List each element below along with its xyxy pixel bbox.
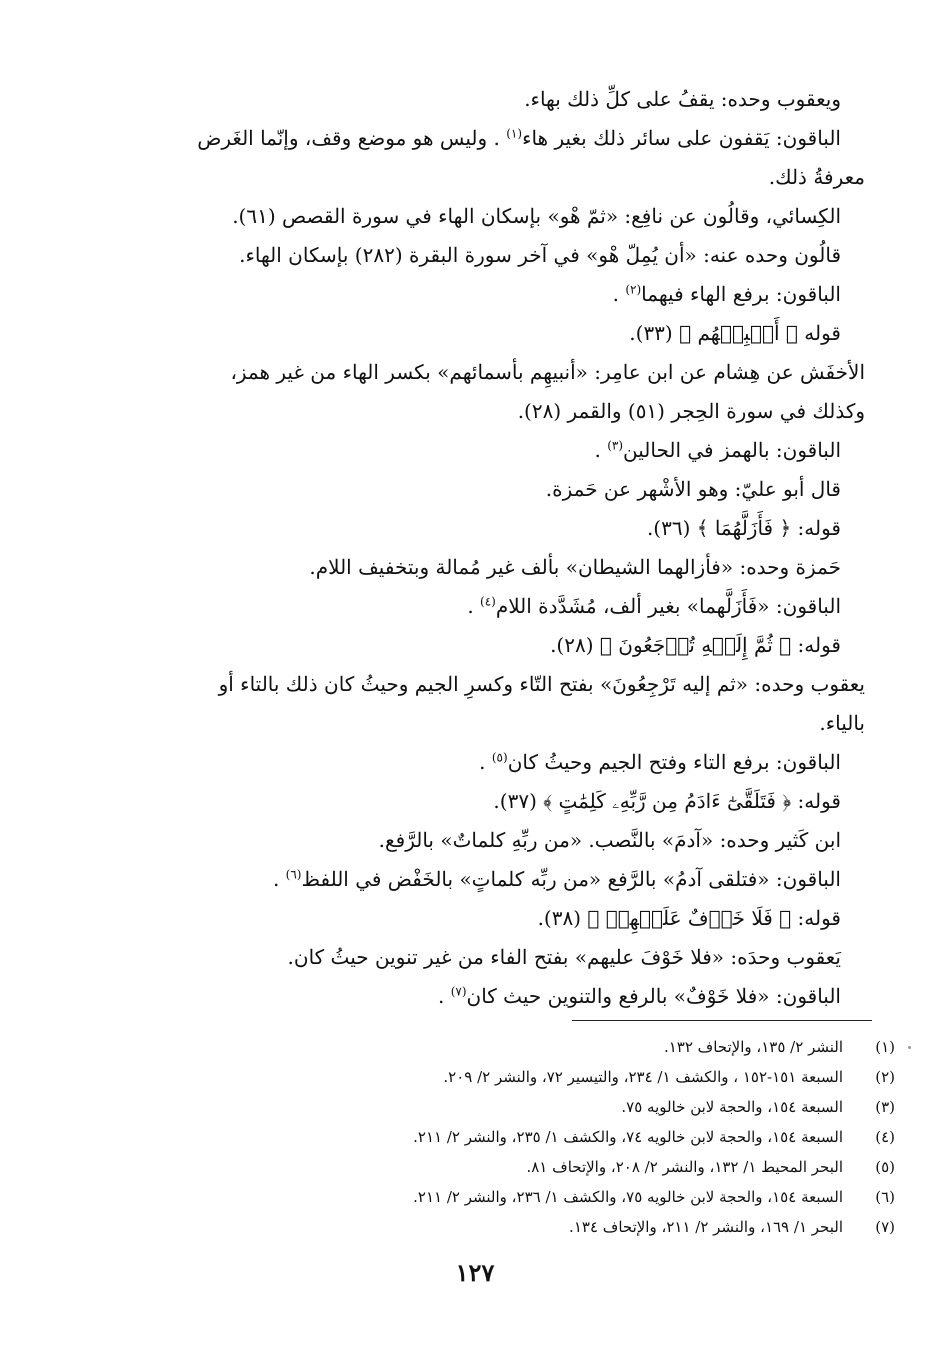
footnote-item [280,1032,895,1062]
text-line [140,80,865,119]
footnote-item [280,1062,895,1092]
text-line: الباقون: بالهمز في الحالين$^{(٣)}$ . [594,438,841,462]
line-text: قوله: ﴿ فَلَا خَوۡفٌ عَلَيۡهِمۡ ﴾ (٣٨). [537,906,841,930]
text-line [140,236,865,275]
line-text: قال أبو عليّ: وهو الأشْهر عن حَمزة. [545,477,841,501]
footnote-item [280,1092,895,1122]
footnote-number: (٢) [875,1068,895,1086]
text-line: الباقون: «فتلقى آدمُ» بالرَّفع «من ربِّه كلماتٍ» بالخَفْض في اللفظ$^{(٦)}$ . [272,867,841,891]
footnote-number: (٦) [875,1188,895,1206]
footnote-text: البحر ١/ ١٦٩، والنشر ٢/ ٢١١، والإتحاف ١٣٤. [569,1218,843,1236]
footnote-ref[interactable]: (٢) [625,282,642,297]
text-line [140,392,865,431]
line-text: الباقون: برفع الهاء فيهما [641,282,841,306]
text-line [140,314,865,353]
footnote-ref[interactable]: (٣) [607,438,624,453]
footnote-text: السبعة ١٥٤، والحجة لابن خالويه ٧٤، والكشف ١/ ٢٣٥، والنشر ٢/ ٢١١. [413,1128,843,1146]
text-line [140,704,865,743]
line-text: حَمزة وحده: «فأزالهما الشيطان» بألف غير مُمالة وبتخفيف اللام. [309,555,841,579]
line-text: وكذلك في سورة الحِجر (٥١) والقمر (٢٨). [517,399,865,423]
text-line [140,353,865,392]
footnote-ref[interactable]: (٧) [450,984,467,999]
footnote-item [280,1182,895,1212]
text-line [140,938,865,977]
line-text: . وليس هو موضع وقف، وإنّما الغَرض [197,126,500,150]
line-text: الباقون: بالهمز في الحالين [623,438,841,462]
page-number: ١٢٧ [455,1258,495,1287]
line-text: الباقون: «فتلقى آدمُ» بالرَّفع «من ربِّه كلماتٍ» بالخَفْض في اللفظ [301,867,841,891]
line-text: الأخفَش عن هِشام عن ابن عامِر: «أنبيهِم بأسمائهم» بكسر الهاء من غير همز، [230,360,865,384]
text-line [140,821,865,860]
text-line [140,899,865,938]
footnote-number: (٥) [875,1158,895,1176]
text-line [140,626,865,665]
footnote-item [280,1152,895,1182]
text-line: الباقون: «فلا خَوْفٌ» بالرفع والتنوين حيث كان$^{(٧)}$ . [437,984,841,1008]
text-line [140,470,865,509]
footnote-number: (١) [875,1038,895,1056]
text-line [140,197,865,236]
footnote-number: (٣) [875,1098,895,1116]
footnote-divider [572,1020,872,1021]
main-text [140,80,865,1016]
scan-speck [908,1046,911,1049]
footnote-ref[interactable]: (٤) [480,594,496,609]
footnote-ref[interactable]: (١) [506,126,523,141]
text-line [140,509,865,548]
text-line [140,782,865,821]
line-text: الباقون: «فَأَزَلَّهما» بغير ألف، مُشَدَّدة اللام [495,594,841,618]
line-text: ويعقوب وحده: يقفُ على كلِّ ذلك بهاء. [524,87,841,111]
footnote-text: السبعة ١٥١-١٥٢ ، والكشف ١/ ٢٣٤، والتيسير ٧٢، والنشر ٢/ ٢٠٩. [443,1068,843,1086]
footnote-number: (٤) [875,1128,895,1146]
line-text: قوله: ﴿ فَتَلَقَّىٰٓ ءَادَمُ مِن رَّبِّهِۦ كَلِمَٰتٍ ﴾ (٣٧). [493,789,841,813]
line-text: معرفةُ ذلك. [768,165,865,189]
text-line: الباقون: برفع الهاء فيهما$^{(٢)}$ . [612,282,841,306]
text-line: الباقون: «فَأَزَلَّهما» بغير ألف، مُشَدَّدة اللام$^{(٤)}$ . [467,594,841,618]
line-text: قوله: ﴿ فَأَزَلَّهُمَا ﴾ (٣٦). [646,516,841,540]
line-text: الباقون: يَقفون على سائر ذلك بغير هاء [522,126,841,150]
footnote-text: السبعة ١٥٤، والحجة لابن خالويه ٧٥. [621,1098,843,1116]
line-text: ابن كَثير وحده: «آدمَ» بالنَّصب. «من ربِّهِ كلماتٌ» بالرَّفع. [378,828,841,852]
footnotes [280,1032,895,1242]
line-text: يعقوب وحده: «ثم إليه تَرْجِعُونَ» بفتح التّاء وكسرِ الجيم وحيثُ كان ذلك بالتاء أو [218,672,865,696]
line-text: قالُون وحده عنه: «أن يُمِلّ هْو» في آخر سورة البقرة (٢٨٢) بإسكان الهاء. [239,243,841,267]
footnote-ref[interactable]: (٥) [491,750,508,765]
text-line [140,158,865,197]
line-text: الباقون: «فلا خَوْفٌ» بالرفع والتنوين حيث كان [466,984,841,1008]
line-text: الكِسائي، وقالُون عن نافِع: «ثمّ هْو» بإسكان الهاء في سورة القصص (٦١). [232,204,841,228]
line-text: بالياء. [819,711,865,735]
footnote-item [280,1212,895,1242]
line-text: قوله ﴿ أَنۢبِئۡهُم ﴾ (٣٣). [629,321,841,345]
footnote-text: البحر المحيط ١/ ١٣٢، والنشر ٢/ ٢٠٨، والإتحاف ٨١. [526,1158,843,1176]
text-line: الباقون: برفع التاء وفتح الجيم وحيثُ كان$^{(٥)}$ . [479,750,841,774]
text-line [140,665,865,704]
footnote-number: (٧) [875,1218,895,1236]
footnote-item [280,1122,895,1152]
line-text: قوله: ﴿ ثُمَّ إِلَيۡهِ تُرۡجَعُونَ ﴾ (٢٨). [550,633,841,657]
footnote-ref[interactable]: (٦) [285,867,302,882]
text-line [140,119,865,158]
footnote-text: النشر ٢/ ١٣٥، والإتحاف ١٣٢. [663,1038,843,1056]
line-text: الباقون: برفع التاء وفتح الجيم وحيثُ كان [507,750,841,774]
text-line [140,548,865,587]
footnote-text: السبعة ١٥٤، والحجة لابن خالويه ٧٥، والكشف ١/ ٢٣٦، والنشر ٢/ ٢١١. [413,1188,843,1206]
line-text: يَعقوب وحدَه: «فلا خَوْفَ عليهم» بفتح الفاء من غير تنوين حيثُ كان. [287,945,841,969]
